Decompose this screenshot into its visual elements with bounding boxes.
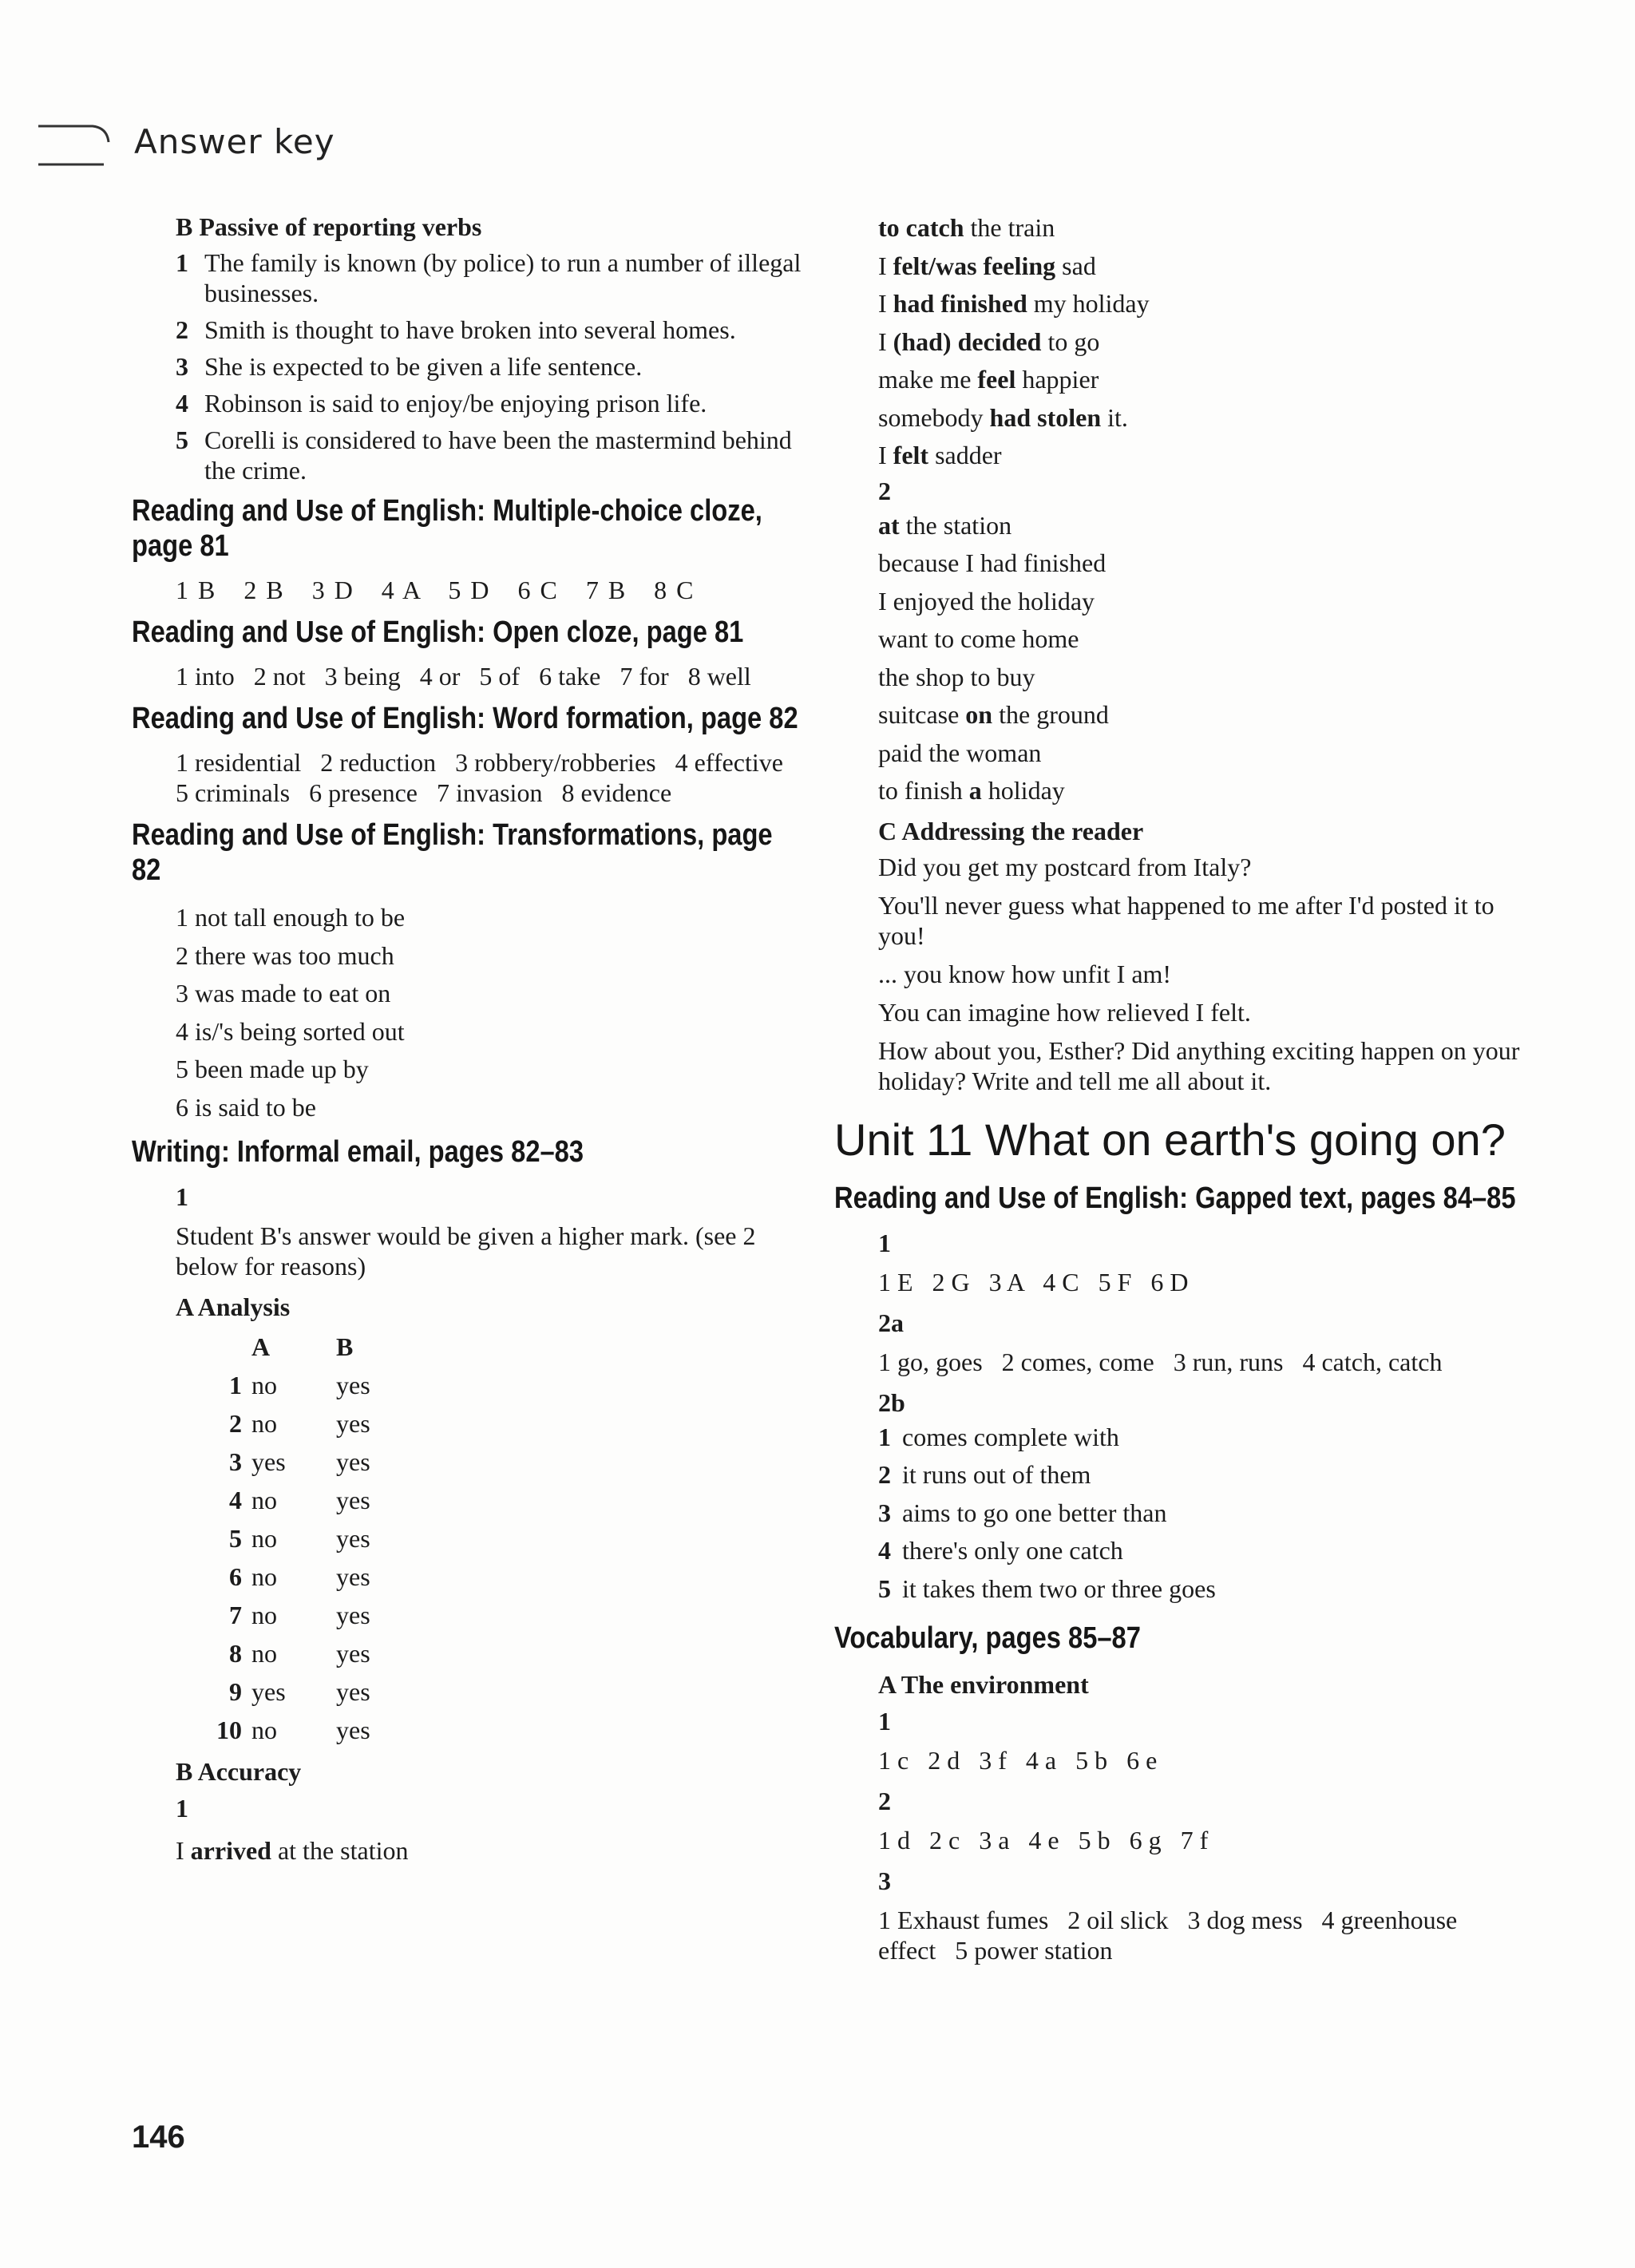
- passive-list: [176, 247, 802, 485]
- addressing-line: ... you know how unfit I am!: [878, 959, 1172, 988]
- list-item: 1 comes complete with: [878, 1422, 1119, 1451]
- list-item: at the station: [878, 510, 1012, 540]
- vocab-q2-answers: 1 d 2 c 3 a 4 e 5 b 6 g 7 f: [878, 1826, 1209, 1854]
- open-cloze-heading: Reading and Use of English: Open cloze, page 81: [132, 615, 744, 649]
- environment-subheading: A The environment: [878, 1670, 1089, 1699]
- list-item: I felt sadder: [878, 441, 1002, 469]
- addressing-line: How about you, Esther? Did anything exciting happen on your holiday? Write and tell me all about it.: [878, 1035, 1520, 1095]
- addressing-subheading: C Addressing the reader: [878, 816, 1144, 845]
- mc-cloze-answers: 1 B 2 B 3 D 4 A 5 D 6 C 7 B 8 C: [176, 576, 694, 604]
- table-row: 4 no yes: [229, 1485, 370, 1514]
- list-item: 3 aims to go one better than: [878, 1498, 1167, 1527]
- transformations-heading: Reading and Use of English: Transformations, page 82: [132, 818, 773, 887]
- gapped-q2b-list: [834, 1419, 1521, 1609]
- list-item: 4 is/'s being sorted out: [176, 1016, 405, 1046]
- list-item: 2 there was too much: [176, 940, 394, 970]
- list-item: I (had) decided to go: [878, 327, 1100, 356]
- analysis-table: [194, 1328, 400, 1749]
- open-cloze-answers: 1 into 2 not 3 being 4 or 5 of 6 take 7 for 8 well: [176, 662, 751, 691]
- writing-q1-number: 1: [176, 1182, 188, 1211]
- list-item: I felt/was feeling sad: [878, 251, 1096, 280]
- list-item: 5 Corelli is considered to have been the mastermind behind the crime.: [176, 425, 792, 485]
- table-row: 10 no yes: [216, 1715, 370, 1744]
- list-item: 4 Robinson is said to enjoy/be enjoying prison life.: [176, 389, 707, 418]
- table-row: 7 no yes: [229, 1600, 370, 1629]
- list-item: I had finished my holiday: [878, 289, 1150, 318]
- list-item: to finish a holiday: [878, 776, 1065, 805]
- gapped-q2b-number: 2b: [878, 1387, 905, 1417]
- left-column: [132, 209, 802, 1870]
- header-rule-mark: [37, 118, 115, 174]
- table-row: 1 no yes: [229, 1370, 370, 1399]
- list-item: 2 it runs out of them: [878, 1460, 1091, 1489]
- vocab-q3-number: 3: [878, 1866, 891, 1895]
- accuracy-continued-list: [834, 209, 1521, 475]
- vocab-q1-answers: 1 c 2 d 3 f 4 a 5 b 6 e: [878, 1746, 1158, 1775]
- transformations-list: [132, 899, 802, 1126]
- table-row: 2 no yes: [229, 1408, 370, 1438]
- gapped-q2a-answers: 1 go, goes 2 comes, come 3 run, runs 4 catch, catch: [878, 1347, 1443, 1376]
- list-item: because I had finished: [878, 548, 1106, 577]
- accuracy-subheading: B Accuracy: [176, 1757, 302, 1786]
- addressing-line: You'll never guess what happened to me after I'd posted it to you!: [878, 890, 1494, 950]
- list-item: want to come home: [878, 624, 1079, 653]
- unit-title: Unit 11 What on earth's going on?: [834, 1114, 1506, 1165]
- list-item: make me feel happier: [878, 365, 1099, 394]
- accuracy-line: I arrived at the station: [176, 1836, 409, 1865]
- list-item: 1 not tall enough to be: [176, 903, 406, 932]
- table-row: 5 no yes: [229, 1523, 370, 1553]
- gapped-q2a-number: 2a: [878, 1308, 904, 1337]
- table-row: 3 yes yes: [229, 1447, 370, 1476]
- addressing-line: You can imagine how relieved I felt.: [878, 997, 1251, 1027]
- list-item: 5 been made up by: [176, 1055, 369, 1083]
- addressing-line: Did you get my postcard from Italy?: [878, 852, 1252, 881]
- accuracy-q2-list: [834, 507, 1521, 810]
- list-item: 3 She is expected to be given a life sentence.: [176, 352, 643, 381]
- mc-cloze-heading: Reading and Use of English: Multiple-choice cloze, page 81: [132, 494, 762, 563]
- passive-subheading: B Passive of reporting verbs: [176, 212, 482, 241]
- vocab-q1-number: 1: [878, 1707, 891, 1736]
- gapped-q1-number: 1: [878, 1228, 891, 1257]
- gapped-q1-answers: 1 E 2 G 3 A 4 C 5 F 6 D: [878, 1267, 1189, 1296]
- table-row: 9 yes yes: [229, 1676, 370, 1706]
- list-item: 5 it takes them two or three goes: [878, 1573, 1216, 1603]
- table-row: 8 no yes: [229, 1638, 370, 1668]
- table-row: 6 no yes: [229, 1561, 370, 1591]
- list-item: 3 was made to eat on: [176, 979, 391, 1007]
- vocab-q3-answers: 1 Exhaust fumes 2 oil slick 3 dog mess 4 greenhouse effect 5 power station: [878, 1906, 1464, 1965]
- accuracy-q2-number: 2: [878, 476, 891, 505]
- writing-heading: Writing: Informal email, pages 82–83: [132, 1135, 584, 1169]
- list-item: paid the woman: [878, 738, 1042, 767]
- vocabulary-heading: Vocabulary, pages 85–87: [834, 1621, 1141, 1655]
- page-number: 146: [132, 2120, 185, 2155]
- list-item: I enjoyed the holiday: [878, 586, 1095, 615]
- word-formation-answers: 1 residential 2 reduction 3 robbery/robberies 4 effective 5 criminals 6 presence 7 invasion 8 evidence: [176, 748, 802, 807]
- right-column: [834, 209, 1521, 1975]
- writing-q1-text: Student B's answer would be given a higher mark. (see 2 below for reasons): [176, 1221, 756, 1280]
- table-header-row: A B: [251, 1332, 354, 1361]
- page-header-title: Answer key: [134, 122, 335, 161]
- list-item: suitcase on the ground: [878, 700, 1109, 729]
- list-item: 4 there's only one catch: [878, 1536, 1123, 1565]
- word-formation-heading: Reading and Use of English: Word formation, page 82: [132, 702, 798, 735]
- list-item: 1 The family is known (by police) to run a number of illegal businesses.: [176, 248, 802, 307]
- analysis-subheading: A Analysis: [176, 1292, 291, 1321]
- accuracy-number: 1: [176, 1794, 188, 1823]
- list-item: somebody had stolen it.: [878, 402, 1128, 432]
- list-item: the shop to buy: [878, 662, 1035, 691]
- gapped-text-heading: Reading and Use of English: Gapped text, pages 84–85: [834, 1181, 1516, 1215]
- vocab-q2-number: 2: [878, 1787, 891, 1815]
- list-item: 2 Smith is thought to have broken into several homes.: [176, 315, 736, 344]
- list-item: 6 is said to be: [176, 1092, 316, 1122]
- list-item: to catch the train: [878, 213, 1055, 242]
